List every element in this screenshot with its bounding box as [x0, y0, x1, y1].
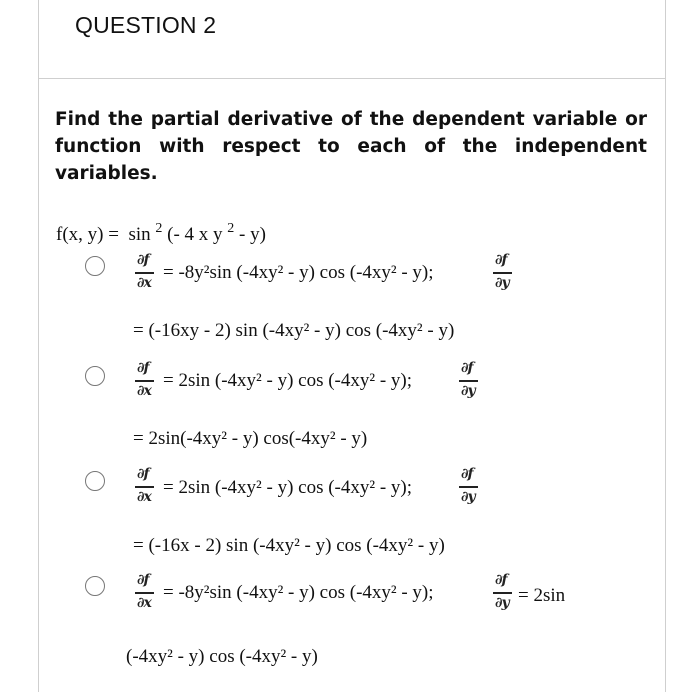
option-3-fx: = 2sin (-4xy² - y) cos (-4xy² - y); [163, 477, 413, 498]
option-2-fy: = 2sin(-4xy² - y) cos(-4xy² - y) [133, 428, 368, 449]
option-3-fy: = (-16x - 2) sin (-4xy² - y) cos (-4xy² - y) [133, 535, 445, 556]
function-definition [56, 222, 266, 246]
partial-y-symbol: ∂y [495, 595, 509, 611]
partial-fy-fraction [493, 572, 513, 616]
header-divider [38, 78, 665, 79]
function-definition-text: f(x, y) = sin $^2$ (- 4 x y $^2$ - y) [56, 221, 266, 246]
partial-f-symbol: ∂f [461, 466, 473, 482]
option-4-radio[interactable] [85, 576, 105, 596]
question-title: QUESTION 2 [75, 12, 217, 38]
partial-y-symbol: ∂y [495, 275, 509, 291]
partial-f-symbol: ∂f [495, 252, 507, 268]
option-1-fy: = (-16xy - 2) sin (-4xy² - y) cos (-4xy² - y) [133, 320, 455, 341]
partial-fx-fraction [135, 572, 155, 616]
partial-fy-fraction [459, 466, 479, 510]
option-1-radio[interactable] [85, 256, 105, 276]
partial-fx-fraction [135, 466, 155, 510]
partial-fy-fraction [459, 360, 479, 404]
option-4-fy-continuation: (-4xy² - y) cos (-4xy² - y) [126, 646, 318, 667]
partial-f-symbol: ∂f [137, 466, 149, 482]
option-4-fy-start: = 2sin [518, 585, 566, 606]
option-2-radio[interactable] [85, 366, 105, 386]
partial-f-symbol: ∂f [137, 360, 149, 376]
partial-fy-fraction [493, 252, 513, 296]
option-3-radio[interactable] [85, 471, 105, 491]
partial-f-symbol: ∂f [137, 572, 149, 588]
partial-f-symbol: ∂f [461, 360, 473, 376]
option-4-fx: = -8y²sin (-4xy² - y) cos (-4xy² - y); [163, 582, 434, 603]
partial-x-symbol: ∂x [137, 275, 151, 291]
partial-f-symbol: ∂f [495, 572, 507, 588]
partial-f-symbol: ∂f [137, 252, 149, 268]
partial-y-symbol: ∂y [461, 489, 475, 505]
partial-x-symbol: ∂x [137, 595, 151, 611]
question-prompt: Find the partial derivative of the dependent variable or function with respect to each of the independent variables. [55, 109, 647, 184]
partial-fx-fraction [135, 360, 155, 404]
partial-x-symbol: ∂x [137, 383, 151, 399]
option-2-fx: = 2sin (-4xy² - y) cos (-4xy² - y); [163, 370, 413, 391]
partial-x-symbol: ∂x [137, 489, 151, 505]
partial-fx-fraction [135, 252, 155, 296]
partial-y-symbol: ∂y [461, 383, 475, 399]
option-1-fx: = -8y²sin (-4xy² - y) cos (-4xy² - y); [163, 262, 434, 283]
